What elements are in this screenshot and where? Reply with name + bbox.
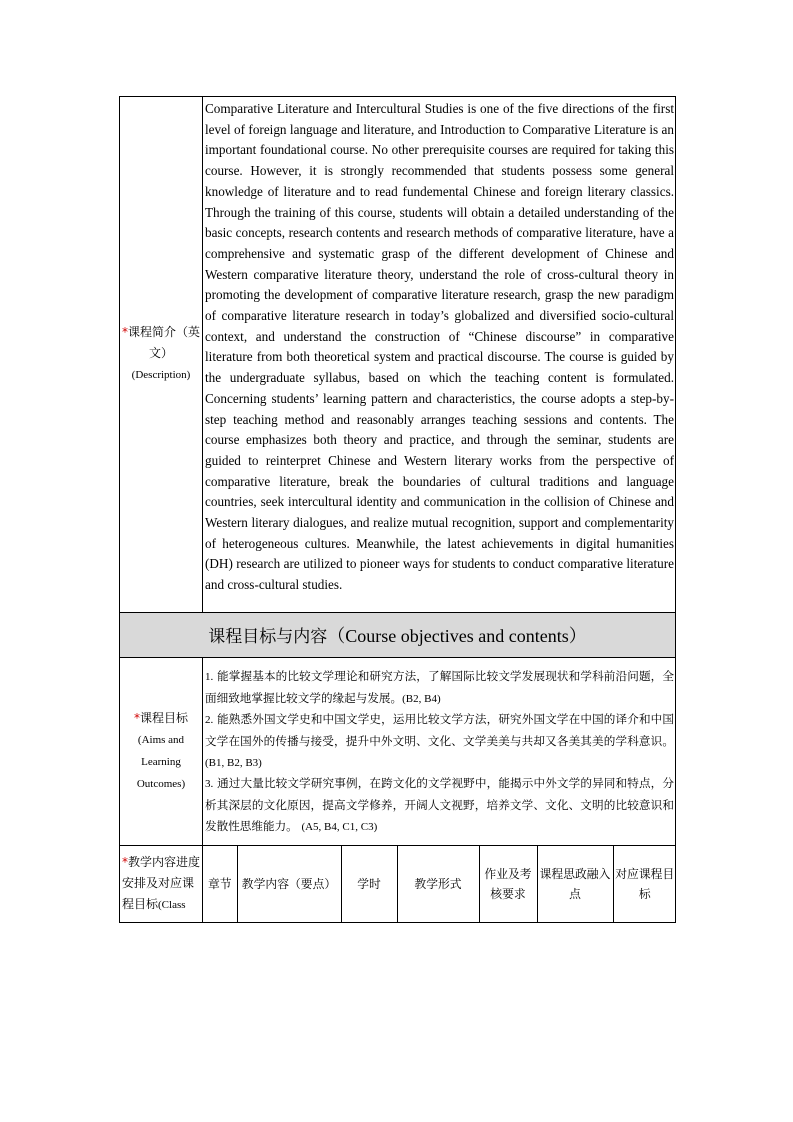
aim-number: 2. [205,714,214,727]
description-label [120,97,203,613]
aim-text: 通过大量比较文学研究事例，在跨文化的文学视野中，能揭示中外文学的异同和特点，分析其深层的文化原因，提高文学修养，开阔人文视野，培养文学、文化、文明的比较意识和发散性思维能力。 [205,776,674,833]
required-star: * [133,710,140,725]
section-header-en: （Course objectives and contents） [327,625,587,646]
col-hours: 学时 [341,846,397,922]
aim-item [205,666,674,709]
aim-text: 能熟悉外国文学史和中国文学史，运用比较文学方法，研究外国文学在中国的译介和中国文学在国外的传播与接受，提升中外文明、文化、文学美美与共却又各美其美的学科意识。 [205,712,674,748]
description-row [120,97,676,613]
aim-number: 3. [205,778,214,791]
schedule-columns-cell [203,845,676,922]
schedule-label-zh: 教学内容进度安排及对应课程目标 [122,854,201,911]
aim-text: 能掌握基本的比较文学理论和研究方法，了解国际比较文学发展现状和学科前沿问题，全面细致地掌握比较文学的缘起与发展。 [205,668,674,705]
required-star: * [121,325,128,340]
aim-number: 1. [205,670,214,683]
aim-ref: (B2, B4) [402,692,441,705]
aims-row [120,657,676,845]
section-header [120,612,676,657]
section-header-zh: 课程目标与内容 [208,626,328,647]
aims-label [120,657,203,845]
schedule-header-table [203,846,676,922]
required-star: * [122,854,128,869]
schedule-label-en: (Class [158,898,186,911]
description-label-en: (Description) [131,369,191,382]
col-assignment: 作业及考核要求 [479,846,537,922]
schedule-row [120,845,676,922]
aim-item [205,709,674,773]
aims-label-zh: 课程目标 [139,710,188,725]
aims-content [203,657,676,845]
aims-label-en: (Aims and Learning Outcomes) [136,733,186,790]
col-chapter: 章节 [207,876,232,891]
description-text: Comparative Literature and Intercultural Studies is one of the five directions of the first level of foreign language and literature, and Introduction to Comparative Literature is an important foundational course. No other prerequisite courses are required for taking this course. However, it is strongly recommended that students possess some general knowledge of literature and to read fundemental Chinese and foreign literary classics. Through the training of this course, students will obtain a detailed understanding of the basic concepts, research contents and research methods of comparative literature, have a comprehensive and systematic grasp of the different development of Chinese and Western comparative literature theory, understand the role of cross-cultural theory in promoting the development of comparative literature research, grasp the new paradigm of comparative literature research in today’s globalized and diversified socio-cultural context, and understand the construction of “Chinese discourse” in comparative literature from both theoretical system and practical discourse. The course is guided by the undergraduate syllabus, based on which the teaching content is formulated. Concerning students’ learning pattern and characteristics, the course adopts a step-by-step teaching method and reasonably arranges teaching sessions and contents. The course emphasizes both theory and practice, and through the seminar, students are guided to reinterpret Chinese and Western literary works from the perspective of comparative literature, break the boundaries of cultural traditions and language countries, seek intercultural identity and communication in the collision of Chinese and Western literary dialogues, and realize mutual recognition, support and complementarity of heterogeneous cultures. Meanwhile, the latest achievements in digital humanities (DH) research are utilized to pioneer ways for students to conduct comparative literature and cross-cultural studies. [203,97,676,613]
description-label-zh: 课程简介（英文） [127,325,200,361]
col-form: 教学形式 [397,846,479,922]
col-ideology: 课程思政融入点 [537,846,613,922]
aim-ref: (B1, B2, B3) [205,756,262,769]
col-content: 教学内容（要点） [237,846,341,922]
col-objective: 对应课程目标 [613,846,676,922]
section-header-row [120,612,676,657]
aim-ref: (A5, B4, C1, C3) [301,820,378,833]
aim-item [205,773,674,837]
course-syllabus-table [119,96,675,923]
schedule-label [120,845,203,922]
